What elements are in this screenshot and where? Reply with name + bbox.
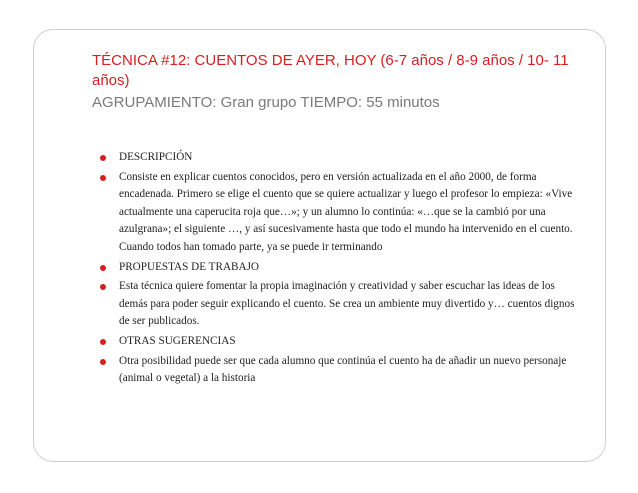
time-label: TIEMPO: 55 minutos — [300, 94, 440, 111]
list-item-text: PROPUESTAS DE TRABAJO — [119, 260, 260, 273]
list-item-text: DESCRIPCIÓN — [119, 151, 193, 163]
list-item-text: OTRAS SUGERENCIAS — [119, 334, 236, 347]
bullet-icon — [100, 155, 106, 161]
bullet-icon — [100, 265, 106, 271]
list-item-description-body — [98, 169, 580, 257]
bullet-icon — [100, 339, 106, 345]
slide-title: TÉCNICA #12: CUENTOS DE AYER, HOY (6-7 años / 8-9 años / 10- 11 años) — [92, 52, 569, 89]
list-item-suggestions-body — [98, 353, 580, 388]
list-item-proposals-heading — [98, 259, 580, 277]
list-item-proposals-body — [98, 278, 580, 331]
list-item-description-heading — [98, 149, 580, 167]
bullet-icon — [100, 359, 106, 365]
slide-subtitle — [92, 93, 440, 113]
grouping-label: AGRUPAMIENTO: Gran grupo — [92, 94, 297, 111]
content-list — [98, 149, 580, 390]
list-item-text: Consiste en explicar cuentos conocidos, pero en versión actualizada en el año 2000, de forma encadenada. Primero se elige el cuento que se quiere actualizar y luego el profesor lo empieza: «Vive actualmente una caperucita roja que…»; y un alumno lo continúa: «…que se la cambió por una azulgrana»; el siguiente …, y así sucesivamente hasta que todo el mundo ha intervenido en el cuento. Cuando todos han tomado parte, ya se puede ir terminando — [119, 170, 573, 253]
bullet-icon — [100, 175, 106, 181]
bullet-icon — [100, 284, 106, 290]
list-item-text: Esta técnica quiere fomentar la propia imaginación y creatividad y saber escuchar las ideas de los demás para poder seguir explicando el cuento. Se crea un ambiente muy divertido y… cuentos dignos de ser publicados. — [119, 280, 575, 328]
list-item-suggestions-heading — [98, 333, 580, 351]
list-item-text: Otra posibilidad puede ser que cada alumno que continúa el cuento ha de añadir un nuevo personaje (animal o vegetal) a la historia — [119, 354, 567, 385]
